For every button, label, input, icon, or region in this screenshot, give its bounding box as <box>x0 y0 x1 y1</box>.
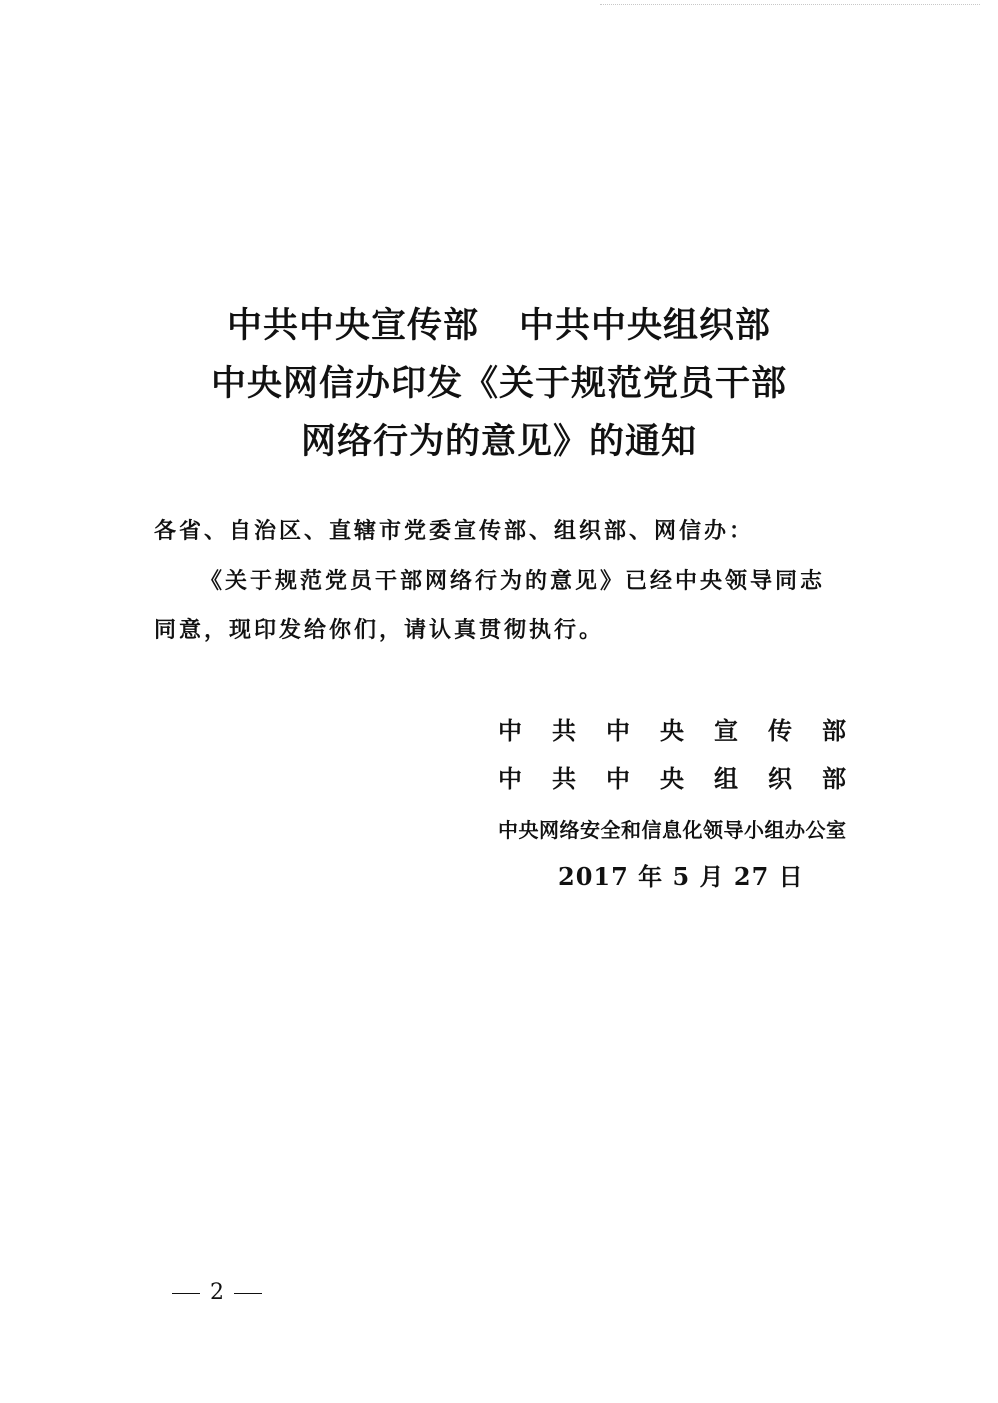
page-number-left-dash <box>172 1293 200 1294</box>
scan-artifact-line <box>600 4 980 5</box>
document-title-line-1 <box>0 306 998 346</box>
body-paragraph-line-2: 同意，现印发给你们，请认真贯彻执行。 <box>154 617 605 643</box>
document-title-line-3: 网络行为的意见》的通知 <box>300 422 697 462</box>
signature-issuer-1: 中共中央宣传部 <box>498 716 876 745</box>
signature-issuer-2: 中共中央组织部 <box>498 764 876 793</box>
issue-date: 2017 年 5 月 27 日 <box>558 862 804 891</box>
page-number-footer <box>172 1279 262 1307</box>
title-issuer-1: 中共中央宣传部 <box>226 306 479 346</box>
page-number-right-dash <box>234 1293 262 1294</box>
signature-issuer-3: 中央网络安全和信息化领导小组办公室 <box>498 818 847 842</box>
title-issuer-2: 中共中央组织部 <box>519 306 772 346</box>
addressee-line: 各省、自治区、直辖市党委宣传部、组织部、网信办： <box>154 518 755 544</box>
body-paragraph-line-1: 《关于规范党员干部网络行为的意见》已经中央领导同志 <box>200 568 826 594</box>
document-title-line-2: 中央网信办印发《关于规范党员干部 <box>210 364 787 404</box>
page-number: 2 <box>210 1280 224 1305</box>
